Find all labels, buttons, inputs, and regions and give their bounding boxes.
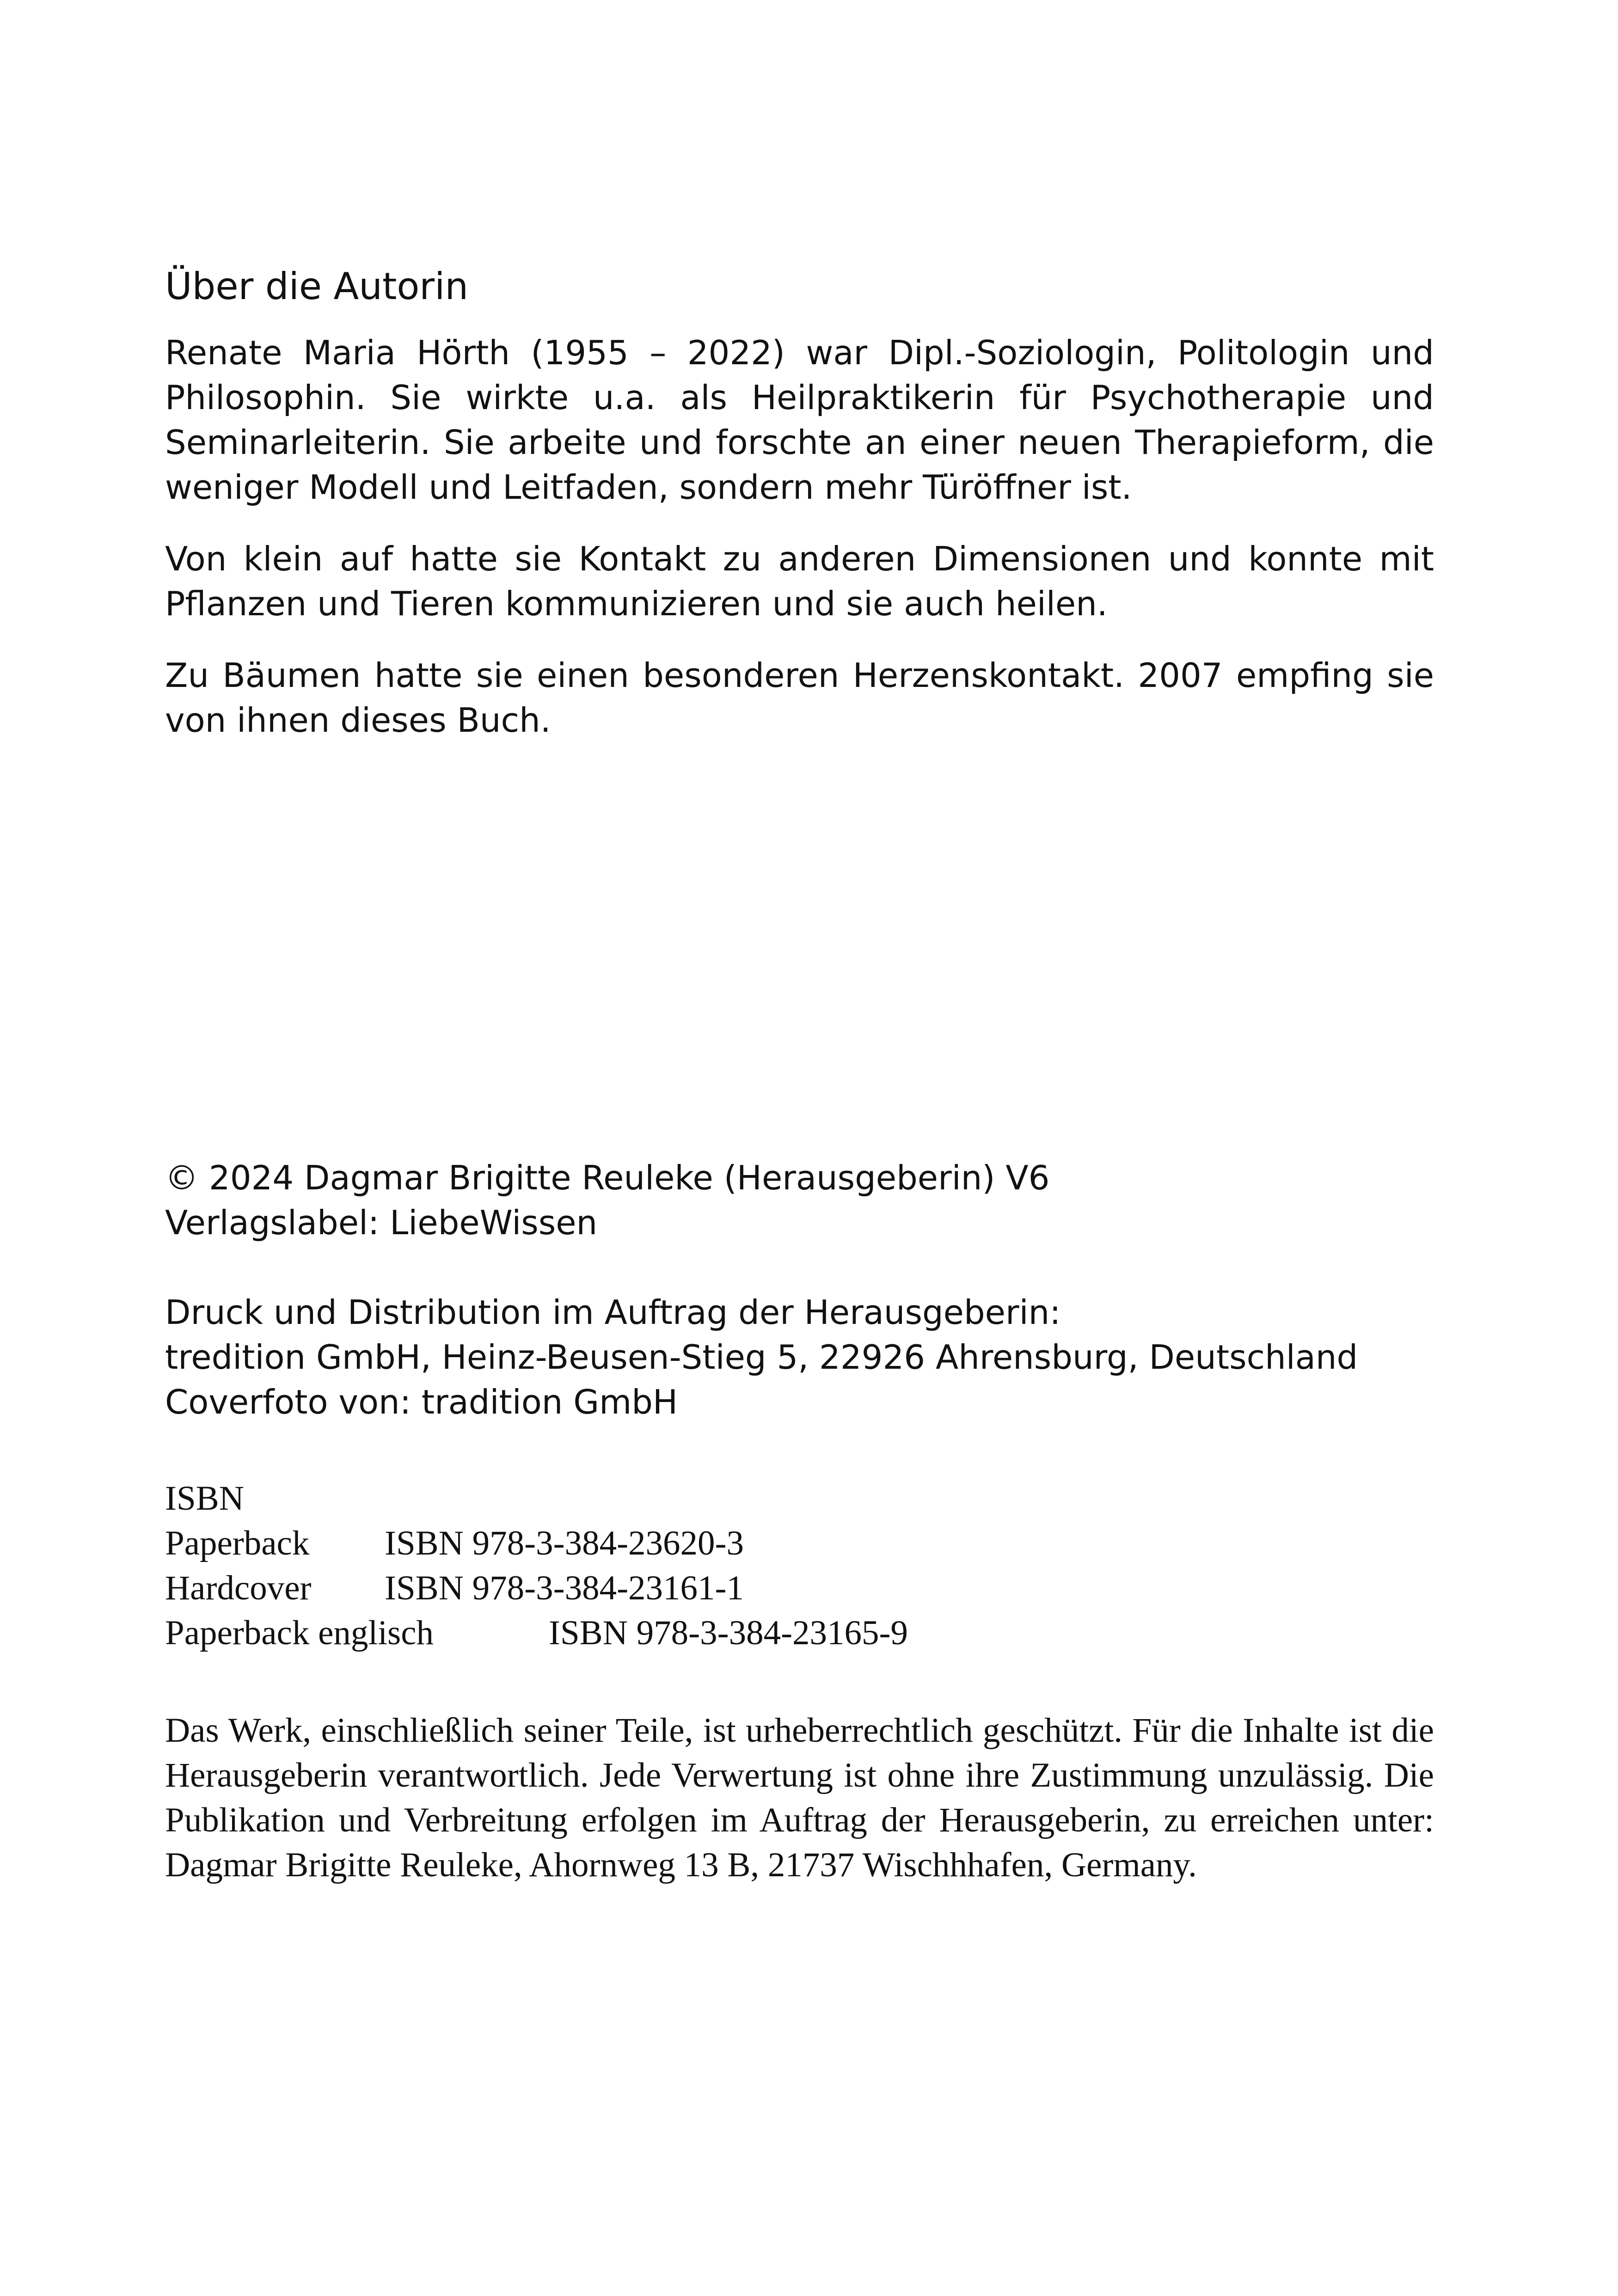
isbn-row xyxy=(165,1610,1434,1655)
author-abilities-paragraph: Von klein auf hatte sie Kontakt zu anderen Dimensionen und konnte mit Pflanzen und Tieren kommunizieren und sie auch heilen. xyxy=(165,539,1434,623)
author-trees-paragraph: Zu Bäumen hatte sie einen besonderen Herzenskontakt. 2007 empfing sie von ihnen dieses Buch. xyxy=(165,656,1434,740)
isbn-row xyxy=(165,1521,1434,1566)
isbn-edition-label: Paperback xyxy=(165,1524,310,1562)
isbn-section xyxy=(165,1476,1434,1655)
isbn-number: ISBN 978-3-384-23620-3 xyxy=(385,1524,744,1562)
isbn-row xyxy=(165,1566,1434,1610)
isbn-number: ISBN 978-3-384-23165-9 xyxy=(549,1614,908,1652)
printer-address-line: tredition GmbH, Heinz-Beusen-Stieg 5, 22926 Ahrensburg, Deutschland xyxy=(165,1338,1358,1377)
isbn-edition-label: Paperback englisch xyxy=(165,1614,434,1652)
print-distribution-heading: Druck und Distribution im Auftrag der Herausgeberin: xyxy=(165,1293,1061,1332)
author-bio-paragraph: Renate Maria Hörth (1955 – 2022) war Dipl.-Soziologin, Politologin und Philosophin. Sie wirkte u.a. als Heilpraktikerin für Psychotherapie und Seminarleiterin. Sie arbeite und forschte an einer neuen Therapieform, die weniger Modell und Leitfaden, sondern mehr Türöffner ist. xyxy=(165,333,1434,507)
imprint-section xyxy=(165,1156,1434,1425)
about-the-author-section xyxy=(165,261,1434,770)
cover-photo-credit: Coverfoto von: tradition GmbH xyxy=(165,1383,678,1421)
publisher-label-line: Verlagslabel: LiebeWissen xyxy=(165,1203,598,1242)
isbn-number: ISBN 978-3-384-23161-1 xyxy=(385,1569,744,1607)
copyright-line: © 2024 Dagmar Brigitte Reuleke (Herausgeberin) V6 xyxy=(165,1158,1050,1197)
about-the-author-heading: Über die Autorin xyxy=(165,265,469,308)
isbn-heading: ISBN xyxy=(165,1479,244,1518)
copyright-notice-paragraph: Das Werk, einschließlich seiner Teile, ist urheberrechtlich geschützt. Für die Inhalte ist die Herausgeberin verantwortlich. Jede Verwertung ist ohne ihre Zustimmung unzulässig. Die Publikation und Verbreitung erfolgen im Auftrag der Herausgeberin, zu erreichen unter: Dagmar Brigitte Reuleke, Ahornweg 13 B, 21737 Wischhhafen, Germany. xyxy=(165,1711,1434,1884)
spacer xyxy=(165,1245,1434,1290)
isbn-edition-label: Hardcover xyxy=(165,1569,312,1607)
